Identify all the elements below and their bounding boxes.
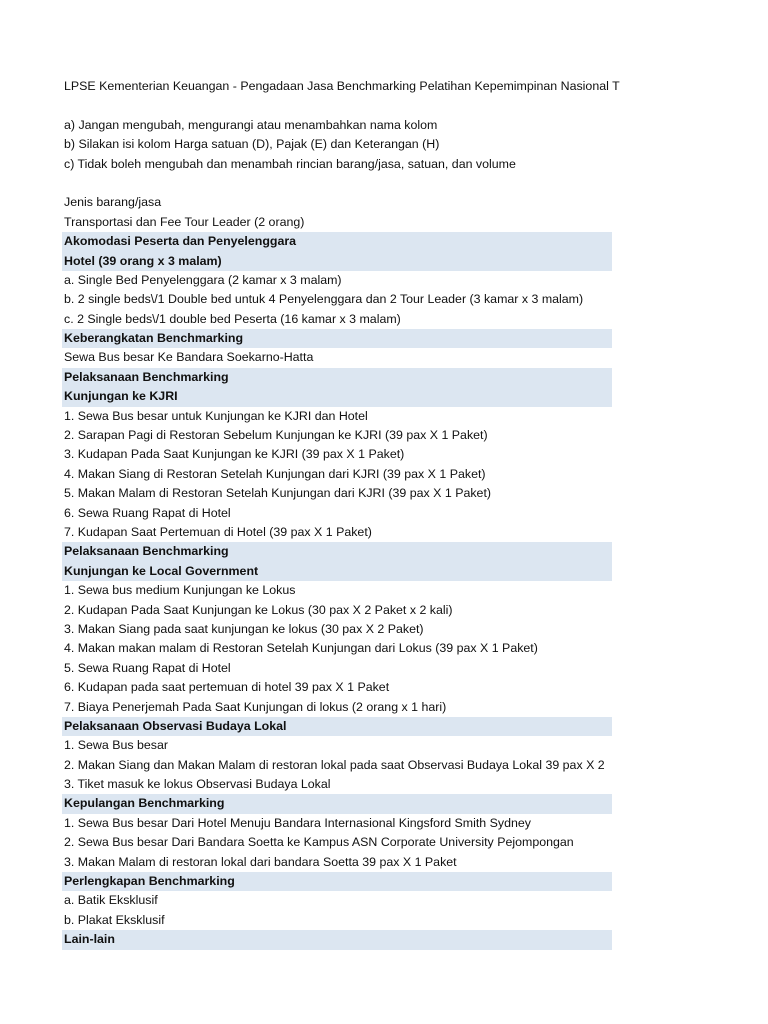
item-row: 6. Sewa Ruang Rapat di Hotel <box>64 505 231 520</box>
item-row: 2. Sewa Bus besar Dari Bandara Soetta ke Kampus ASN Corporate University Pejompongan <box>64 835 574 850</box>
section-header-row: Kunjungan ke Local Government <box>62 562 612 581</box>
item-row: a. Single Bed Penyelenggara (2 kamar x 3 malam) <box>64 272 342 287</box>
item-row: 5. Makan Malam di Restoran Setelah Kunjungan dari KJRI (39 pax X 1 Paket) <box>64 486 492 501</box>
section-header-row: Keberangkatan Benchmarking <box>62 329 612 348</box>
item-row: 5. Sewa Ruang Rapat di Hotel <box>64 660 231 675</box>
item-row: 4. Makan Siang di Restoran Setelah Kunjungan dari KJRI (39 pax X 1 Paket) <box>64 466 486 481</box>
item-row: 2. Kudapan Pada Saat Kunjungan ke Lokus (30 pax X 2 Paket x 2 kali) <box>64 602 453 617</box>
instruction-a: a) Jangan mengubah, mengurangi atau menambahkan nama kolom <box>64 117 438 132</box>
item-row: 3. Makan Malam di restoran lokal dari bandara Soetta 39 pax X 1 Paket <box>64 854 457 869</box>
section-header-row: Lain-lain <box>62 930 612 949</box>
document-title: LPSE Kementerian Keuangan - Pengadaan Jasa Benchmarking Pelatihan Kepemimpinan Nasional T <box>64 79 620 93</box>
blank-row <box>62 96 612 115</box>
item-row: b. 2 single beds\/1 Double bed untuk 4 Penyelenggara dan 2 Tour Leader (3 kamar x 3 malam) <box>64 292 584 307</box>
instruction-c: c) Tidak boleh mengubah dan menambah rincian barang/jasa, satuan, dan volume <box>64 156 516 171</box>
item-row: Sewa Bus besar Ke Bandara Soekarno-Hatta <box>64 350 314 365</box>
item-row: 7. Kudapan Saat Pertemuan di Hotel (39 pax X 1 Paket) <box>64 524 372 539</box>
item-row: 1. Sewa Bus besar Dari Hotel Menuju Bandara Internasional Kingsford Smith Sydney <box>64 815 531 830</box>
section-header-row: Perlengkapan Benchmarking <box>62 872 612 891</box>
blank-row <box>62 174 612 193</box>
section-header-row: Kunjungan ke KJRI <box>62 387 612 406</box>
section-header-row: Akomodasi Peserta dan Penyelenggara <box>62 232 612 251</box>
instruction-b: b) Silakan isi kolom Harga satuan (D), Pajak (E) dan Keterangan (H) <box>64 137 440 152</box>
item-row: 3. Makan Siang pada saat kunjungan ke lokus (30 pax X 2 Paket) <box>64 621 424 636</box>
section-header-row: Pelaksanaan Benchmarking <box>62 368 612 387</box>
column-header: Jenis barang/jasa <box>64 195 162 210</box>
section-header-row: Pelaksanaan Observasi Budaya Lokal <box>62 717 612 736</box>
section-header-row: Pelaksanaan Benchmarking <box>62 542 612 561</box>
item-row: 1. Sewa bus medium Kunjungan ke Lokus <box>64 583 296 598</box>
section-header-row: Hotel (39 orang x 3 malam) <box>62 252 612 271</box>
item-row: 1. Sewa Bus besar untuk Kunjungan ke KJRI dan Hotel <box>64 408 368 423</box>
section-header-row: Kepulangan Benchmarking <box>62 794 612 813</box>
item-row: 4. Makan makan malam di Restoran Setelah Kunjungan dari Lokus (39 pax X 1 Paket) <box>64 641 538 656</box>
item-list <box>62 213 612 950</box>
item-row: 7. Biaya Penerjemah Pada Saat Kunjungan di lokus (2 orang x 1 hari) <box>64 699 447 714</box>
item-row: 1. Sewa Bus besar <box>64 738 169 753</box>
item-row: 2. Makan Siang dan Makan Malam di restoran lokal pada saat Observasi Budaya Lokal 39 pax X 2 <box>64 757 605 772</box>
spreadsheet-sheet <box>62 77 620 950</box>
item-row: 2. Sarapan Pagi di Restoran Sebelum Kunjungan ke KJRI (39 pax X 1 Paket) <box>64 428 488 443</box>
item-row: 6. Kudapan pada saat pertemuan di hotel 39 pax X 1 Paket <box>64 680 390 695</box>
item-row: 3. Tiket masuk ke lokus Observasi Budaya Lokal <box>64 777 331 792</box>
item-row: 3. Kudapan Pada Saat Kunjungan ke KJRI (39 pax X 1 Paket) <box>64 447 405 462</box>
item-row: b. Plakat Eksklusif <box>64 912 165 927</box>
item-row: a. Batik Eksklusif <box>64 893 158 908</box>
item-row: Transportasi dan Fee Tour Leader (2 orang) <box>64 214 305 229</box>
item-row: c. 2 Single beds\/1 double bed Peserta (16 kamar x 3 malam) <box>64 311 401 326</box>
